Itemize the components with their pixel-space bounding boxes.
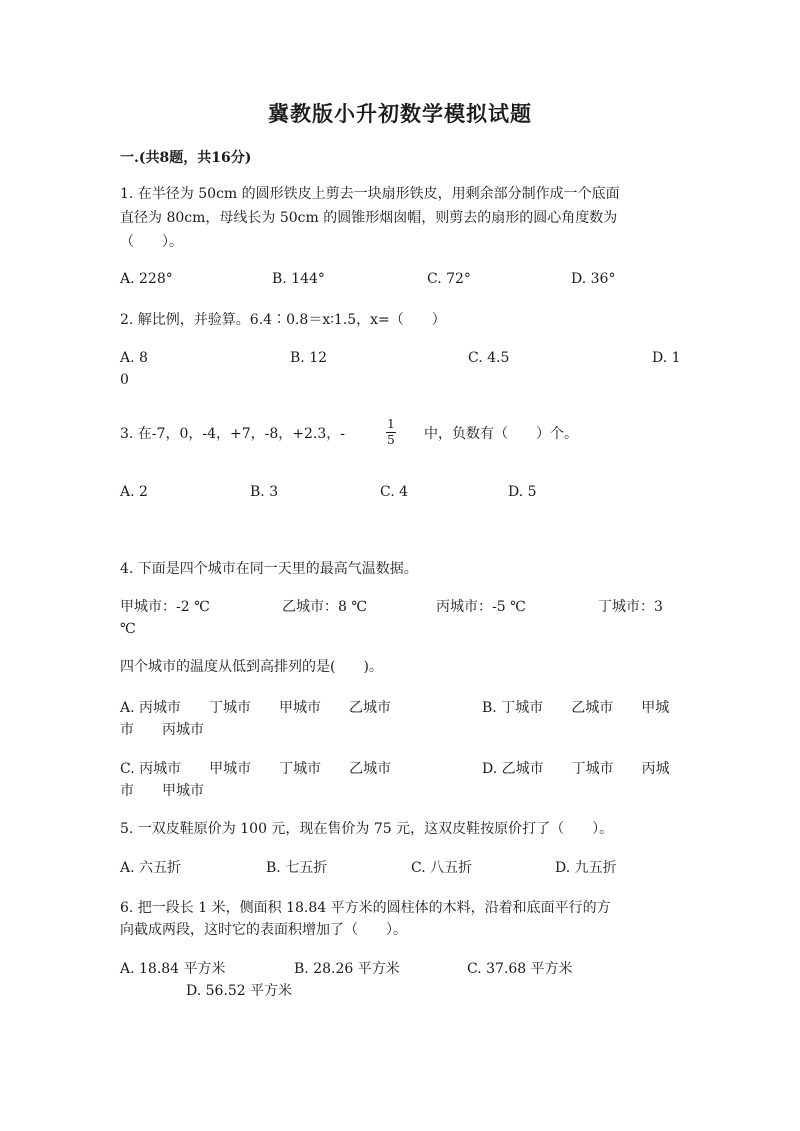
q3-option-c[interactable]: C. 4 [380, 484, 409, 500]
q4-data-ding: 丁城市：3 [598, 599, 663, 615]
q6-option-a[interactable]: A. 18.84 平方米 [120, 961, 226, 977]
q4-data-yi: 乙城市：8 ℃ [282, 599, 368, 615]
q2-option-c[interactable]: C. 4.5 [468, 350, 510, 366]
q5-option-b[interactable]: B. 七五折 [266, 860, 328, 876]
q1-option-d[interactable]: D. 36° [571, 271, 616, 287]
page-title: 冀教版小升初数学模拟试题 [268, 101, 532, 126]
q5-stem: 5. 一双皮鞋原价为 100 元，现在售价为 75 元，这双皮鞋按原价打了（ ）。 [120, 821, 614, 837]
q4-option-b[interactable]: B. 丁城市 乙城市 甲城 [482, 700, 670, 716]
q4-data-ding-wrap: ℃ [120, 621, 136, 637]
q6-option-c[interactable]: C. 37.68 平方米 [467, 961, 573, 977]
q4-data-jia: 甲城市：-2 ℃ [120, 599, 210, 615]
q4-stem: 4. 下面是四个城市在同一天里的最高气温数据。 [120, 561, 418, 577]
q1-stem-line2: 直径为 80cm，母线长为 50cm 的圆锥形烟囱帽，则剪去的扇形的圆心角度数为 [120, 210, 618, 226]
q3-option-b[interactable]: B. 3 [250, 484, 279, 500]
q2-stem: 2. 解比例，并验算。6.4∶0.8＝x∶1.5，x=（ ） [120, 312, 446, 328]
q2-option-d-wrap: 0 [120, 372, 129, 388]
q3-option-d[interactable]: D. 5 [508, 484, 537, 500]
q1-stem-line1: 1. 在半径为 50cm 的圆形铁皮上剪去一块扇形铁皮，用剩余部分制作成一个底面 [120, 186, 620, 202]
q4-option-b-wrap: 市 丙城市 [120, 722, 204, 738]
q2-option-d[interactable]: D. 1 [652, 350, 681, 366]
q6-option-b[interactable]: B. 28.26 平方米 [294, 961, 400, 977]
q4-option-d[interactable]: D. 乙城市 丁城市 丙城 [482, 761, 670, 777]
fraction-numerator: 1 [387, 417, 395, 431]
q6-stem-line2: 向截成两段，这时它的表面积增加了（ ）。 [120, 922, 407, 938]
q1-option-a[interactable]: A. 228° [120, 271, 173, 287]
q1-option-b[interactable]: B. 144° [272, 271, 325, 287]
q6-stem-line1: 6. 把一段长 1 米，侧面积 18.84 平方米的圆柱体的木料，沿着和底面平行的方 [120, 900, 611, 916]
q1-option-c[interactable]: C. 72° [427, 271, 471, 287]
q1-stem-line3: （ ）。 [120, 234, 183, 250]
q2-option-a[interactable]: A. 8 [120, 350, 148, 366]
q6-option-d[interactable]: D. 56.52 平方米 [186, 983, 293, 999]
section-heading: 一.(共8题，共16分) [120, 150, 252, 166]
q4-data-bing: 丙城市：-5 ℃ [436, 599, 526, 615]
q5-option-d[interactable]: D. 九五折 [555, 860, 617, 876]
q2-option-b[interactable]: B. 12 [290, 350, 328, 366]
q4-option-d-wrap: 市 甲城市 [120, 783, 204, 799]
q3-stem-after: 中，负数有（ ）个。 [424, 426, 578, 442]
fraction-denominator: 5 [387, 433, 395, 447]
q4-question: 四个城市的温度从低到高排列的是( )。 [120, 659, 383, 675]
q3-option-a[interactable]: A. 2 [120, 484, 148, 500]
fraction [386, 418, 396, 447]
q4-option-a[interactable]: A. 丙城市 丁城市 甲城市 乙城市 [120, 700, 392, 716]
q5-option-a[interactable]: A. 六五折 [120, 860, 182, 876]
q3-stem-before: 3. 在-7，0，-4，+7，-8，+2.3，- [120, 426, 345, 442]
q4-option-c[interactable]: C. 丙城市 甲城市 丁城市 乙城市 [120, 761, 392, 777]
q5-option-c[interactable]: C. 八五折 [411, 860, 473, 876]
